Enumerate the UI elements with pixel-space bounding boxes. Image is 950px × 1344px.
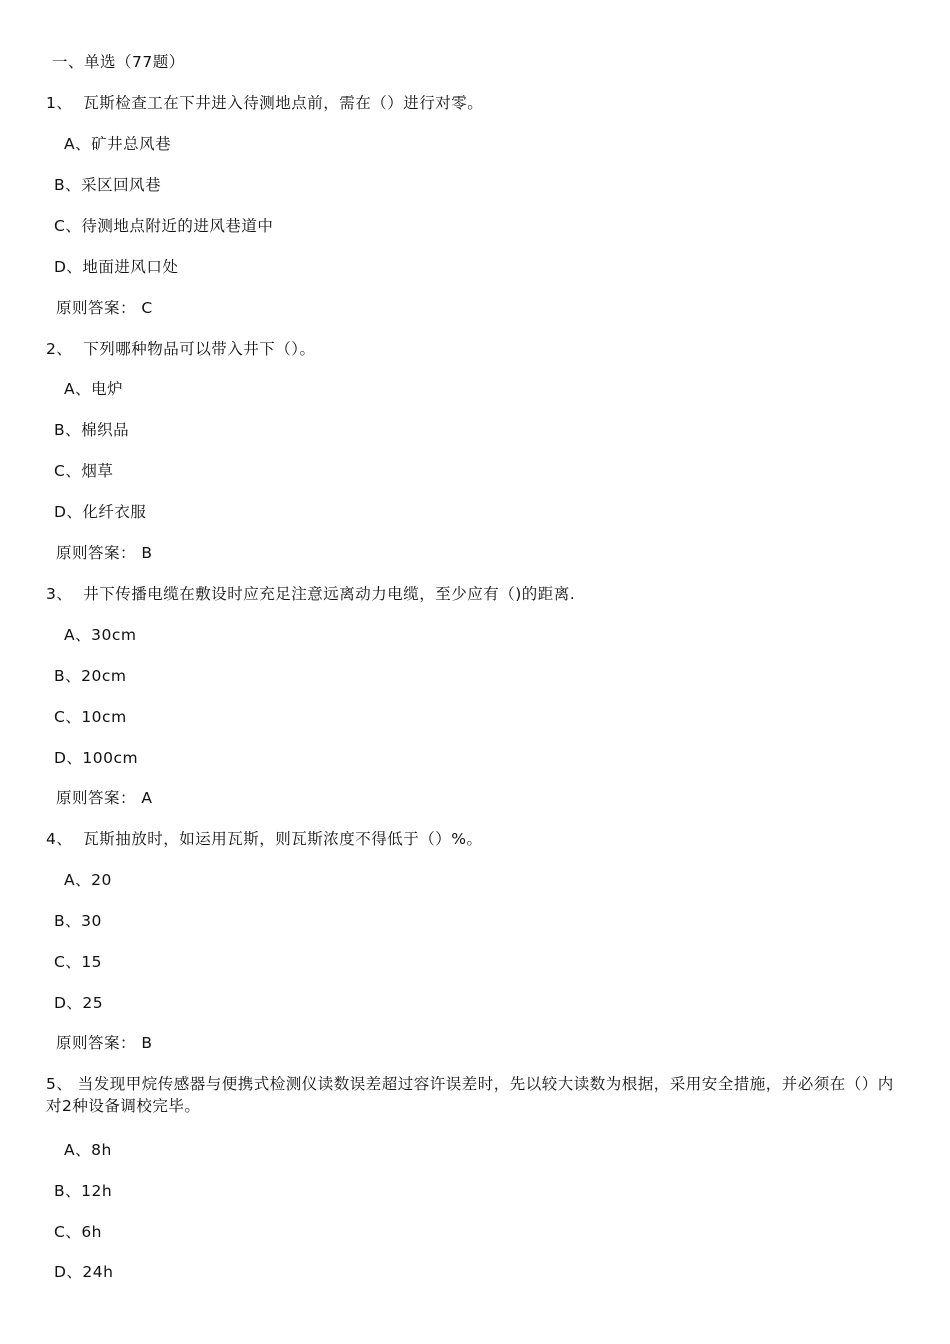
question-2-option-b: B、棉织品: [54, 421, 130, 439]
question-4-text: 4、 瓦斯抽放时，如运用瓦斯，则瓦斯浓度不得低于（）%。: [46, 830, 483, 848]
question-5-option-b: B、12h: [54, 1182, 113, 1200]
question-5-option-c: C、6h: [54, 1223, 103, 1241]
question-3-text: 3、 井下传播电缆在敷设时应充足注意远离动力电缆，至少应有（)的距离.: [46, 585, 576, 603]
question-2-option-d: D、化纤衣服: [54, 503, 147, 521]
question-2-answer: 原则答案： B: [56, 544, 153, 562]
question-2-option-c: C、烟草: [54, 462, 114, 480]
question-3-option-a: A、30cm: [64, 626, 137, 644]
question-2-text: 2、 下列哪种物品可以带入井下（）。: [46, 340, 316, 358]
question-3-option-b: B、20cm: [54, 667, 127, 685]
question-3-option-c: C、10cm: [54, 708, 127, 726]
question-4-option-c: C、15: [54, 953, 103, 971]
question-4-option-a: A、20: [64, 871, 112, 889]
question-1-option-b: B、采区回风巷: [54, 176, 162, 194]
question-1-option-d: D、地面进风口处: [54, 258, 179, 276]
question-5-option-d: D、24h: [54, 1263, 114, 1281]
question-4-option-b: B、30: [54, 912, 102, 930]
question-4-answer: 原则答案： B: [56, 1034, 153, 1052]
question-1-option-a: A、矿井总风巷: [64, 135, 172, 153]
section-title: 一、单选（77题）: [52, 53, 185, 71]
question-2-option-a: A、电炉: [64, 380, 124, 398]
question-1-option-c: C、待测地点附近的进风巷道中: [54, 217, 274, 235]
question-4-option-d: D、25: [54, 994, 104, 1012]
question-5-option-a: A、8h: [64, 1141, 112, 1159]
question-3-answer: 原则答案： A: [56, 789, 153, 807]
question-1-text: 1、 瓦斯检查工在下井进入待测地点前，需在（）进行对零。: [46, 94, 484, 112]
question-1-answer: 原则答案： C: [56, 299, 153, 317]
question-3-option-d: D、100cm: [54, 749, 139, 767]
question-5-text: 5、 当发现甲烷传感器与便携式检测仪读数误差超过容许误差时，先以较大读数为根据，采用安全措施，并必须在（）内对2种设备调校完毕。: [46, 1075, 894, 1115]
